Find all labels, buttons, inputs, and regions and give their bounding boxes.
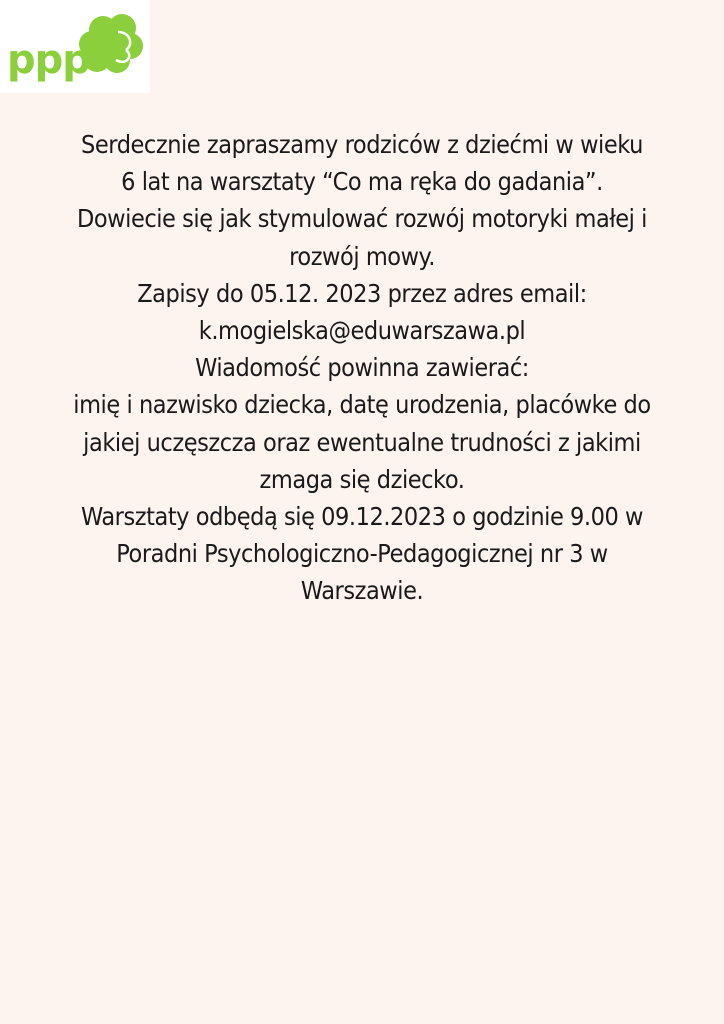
- text-line: jakiej uczęszcza oraz ewentualne trudności z jakimi: [83, 427, 641, 457]
- text-line: zmaga się dziecko.: [259, 464, 465, 494]
- logo: [0, 0, 150, 93]
- text-line: Serdecznie zapraszamy rodziców z dziećmi w wieku: [81, 130, 643, 159]
- text-line: Poradni Psychologiczno-Pedagogicznej nr 3 w: [116, 539, 608, 569]
- text-line: Dowiecie się jak stymulować rozwój motoryki małej i: [76, 204, 647, 234]
- logo-text: ppp: [7, 37, 90, 83]
- text-line: Zapisy do 05.12. 2023 przez adres email:: [137, 278, 587, 308]
- text-line: Wiadomość powinna zawierać:: [195, 353, 529, 383]
- email-address: k.mogielska@eduwarszawa.pl: [198, 316, 526, 346]
- invitation-text: [54, 126, 670, 610]
- text-line: Warsztaty odbędą się 09.12.2023 o godzinie 9.00 w: [80, 502, 644, 532]
- text-line: 6 lat na warsztaty “Co ma ręka do gadania”.: [121, 167, 603, 197]
- text-line: rozwój mowy.: [289, 241, 435, 271]
- text-line: imię i nazwisko dziecka, datę urodzenia, placówke do: [73, 390, 651, 420]
- ppp-logo-image: [0, 0, 150, 93]
- text-line: Warszawie.: [300, 576, 424, 606]
